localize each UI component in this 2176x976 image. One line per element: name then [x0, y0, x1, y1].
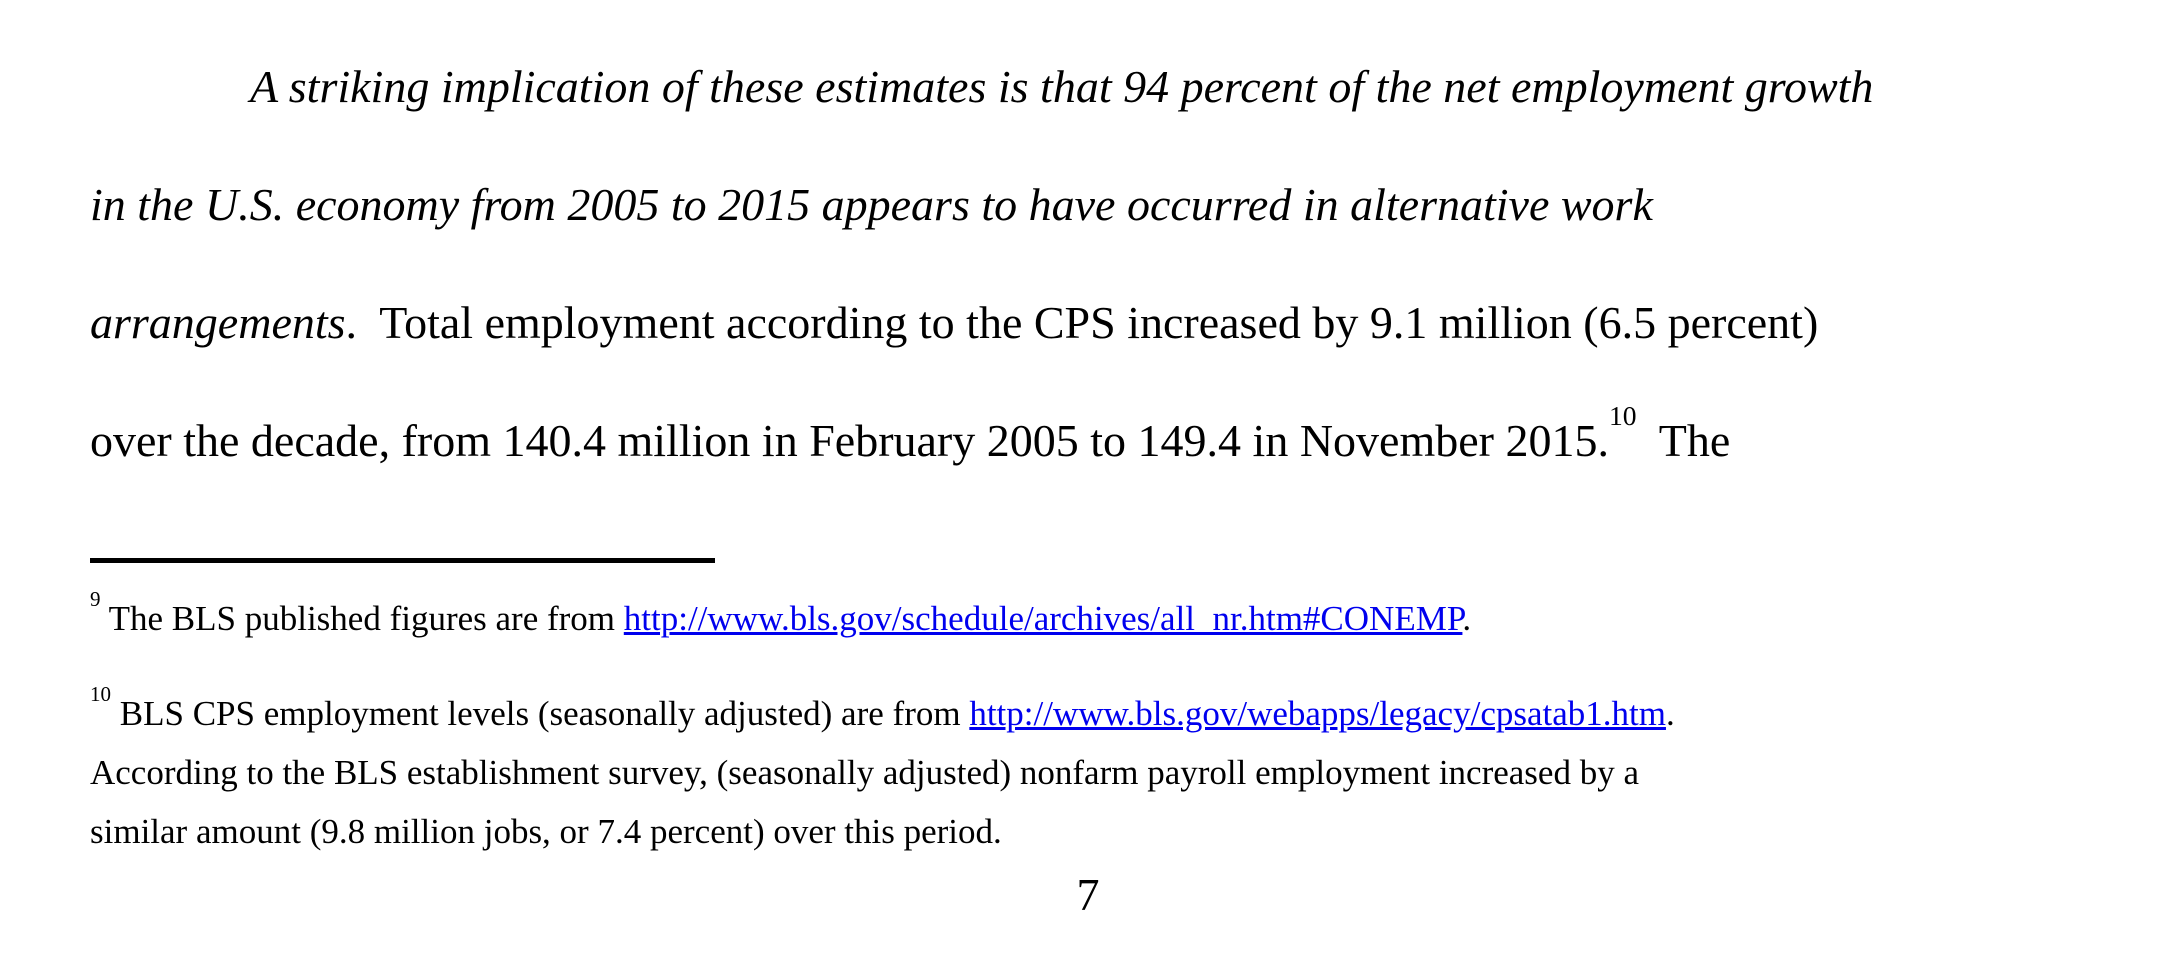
footnote-10-link[interactable]: http://www.bls.gov/webapps/legacy/cpsatab1.htm: [969, 694, 1666, 733]
paragraph-line-1: A striking implication of these estimates is that 94 percent of the net employment growth: [250, 61, 1874, 112]
italic-term: arrangements: [90, 297, 346, 348]
paragraph-line-2: in the U.S. economy from 2005 to 2015 appears to have occurred in alternative work: [90, 179, 1653, 230]
footnote-10-text: BLS CPS employment levels (seasonally adjusted) are from: [111, 694, 970, 733]
footnote-9-period: .: [1462, 599, 1472, 638]
footnote-reference-10: 10: [1608, 399, 1637, 431]
footnote-9-text: The BLS published figures are from: [100, 599, 624, 638]
footnote-10-line-3: similar amount (9.8 million jobs, or 7.4 percent) over this period.: [90, 812, 1002, 851]
footnote-9: [90, 586, 2116, 648]
footnote-10: [90, 681, 2116, 861]
footnote-9-line: [90, 586, 2116, 648]
paragraph-line-4: [90, 382, 2116, 500]
footnote-separator-rule: [90, 558, 715, 563]
page-number: 7: [1076, 869, 1100, 920]
footnote-10-marker: 10: [90, 681, 111, 706]
paragraph: [90, 28, 2116, 500]
footnote-9-link[interactable]: http://www.bls.gov/schedule/archives/all_nr.htm#CONEMP: [623, 599, 1463, 638]
footnote-10-line-2: According to the BLS establishment survey, (seasonally adjusted) nonfarm payroll employment increased by a: [90, 753, 1639, 792]
footnote-9-marker: 9: [90, 586, 101, 611]
paragraph-line-4-tail: The: [1636, 415, 1731, 466]
footnote-10-line-1: [90, 681, 2116, 743]
paragraph-line-3: [90, 264, 2116, 382]
footnote-10-period: .: [1665, 694, 1675, 733]
paragraph-line-4-text: over the decade, from 140.4 million in February 2005 to 149.4 in November 2015.: [90, 415, 1609, 466]
paragraph-line-3-text: . Total employment according to the CPS increased by 9.1 million (6.5 percent): [345, 297, 1819, 348]
